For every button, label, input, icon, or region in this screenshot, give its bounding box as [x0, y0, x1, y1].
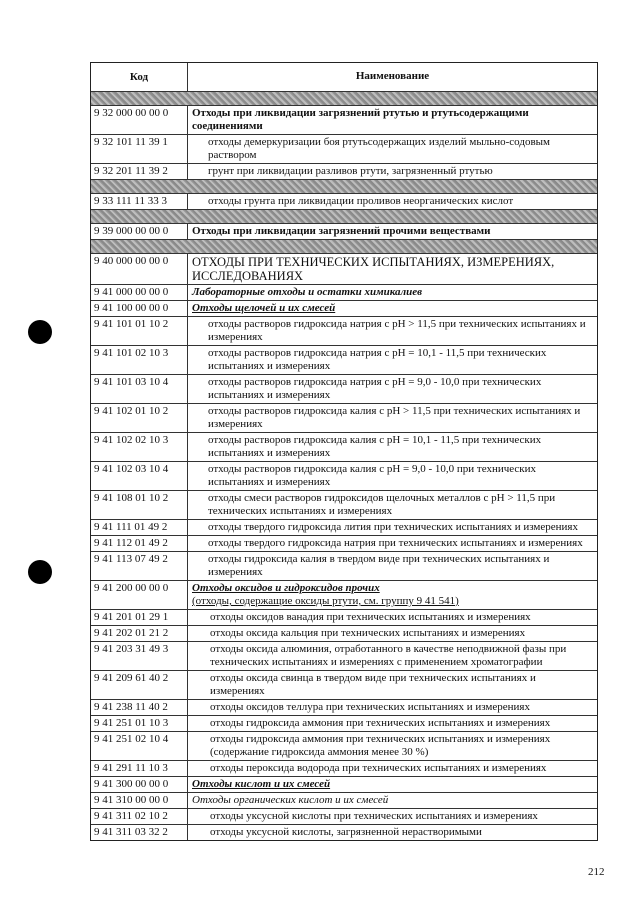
binder-hole-top [28, 320, 52, 344]
table-row [91, 404, 597, 433]
section-separator [91, 240, 597, 254]
row-code: 9 40 000 00 00 0 [91, 254, 188, 284]
page-number: 212 [588, 866, 605, 878]
header-code: Код [91, 63, 188, 91]
row-name-note: (отходы, содержащие оксиды ртути, см. группу 9 41 541) [192, 595, 459, 607]
table-row [91, 462, 597, 491]
row-name [188, 536, 597, 551]
table-row [91, 793, 597, 809]
row-name [188, 346, 597, 374]
row-name-text: отходы гидроксида калия в твердом виде при технических испытаниях и измерениях [208, 553, 550, 578]
row-name [188, 462, 597, 490]
row-name-text: отходы оксида свинца в твердом виде при технических испытаниях и измерениях [210, 672, 536, 697]
row-code: 9 41 251 02 10 4 [91, 732, 188, 760]
row-code: 9 41 101 02 10 3 [91, 346, 188, 374]
row-name [188, 301, 597, 316]
row-code: 9 41 200 00 00 0 [91, 581, 188, 609]
row-name [188, 552, 597, 580]
row-name [188, 433, 597, 461]
table-row [91, 346, 597, 375]
row-name [188, 285, 597, 300]
header-name: Наименование [355, 70, 430, 82]
table-row [91, 164, 597, 180]
row-name-text: отходы оксида алюминия, отработанного в качестве неподвижной фазы при технических испытаниях и измерениях с применением хроматографии [210, 643, 567, 668]
table-row [91, 254, 597, 285]
table-row [91, 626, 597, 642]
section-separator [91, 180, 597, 194]
row-name [188, 732, 597, 760]
row-name-text: отходы оксидов теллура при технических испытаниях и измерениях [210, 701, 530, 713]
row-name [188, 642, 597, 670]
table-row [91, 825, 597, 840]
row-name-text: отходы уксусной кислоты, загрязненной нерастворимыми [210, 826, 482, 838]
row-name [188, 700, 597, 715]
table-row [91, 700, 597, 716]
section-separator [91, 92, 597, 106]
row-code: 9 41 102 03 10 4 [91, 462, 188, 490]
row-name-text: отходы растворов гидроксида калия с pH = 9,0 - 10,0 при технических испытаниях и измерениях [208, 463, 537, 488]
row-name [188, 809, 597, 824]
row-code: 9 41 108 01 10 2 [91, 491, 188, 519]
row-name-text: отходы растворов гидроксида калия с pH > 11,5 при технических испытаниях и измерениях [208, 405, 581, 430]
table-row [91, 552, 597, 581]
row-code: 9 41 291 11 10 3 [91, 761, 188, 776]
row-name-text: отходы растворов гидроксида натрия с pH = 10,1 - 11,5 при технических испытаниях и измерениях [208, 347, 547, 372]
table-row [91, 716, 597, 732]
row-name [188, 777, 597, 792]
table-header [91, 63, 597, 92]
row-name-text: Отходы щелочей и их смесей [192, 302, 336, 314]
table-row [91, 536, 597, 552]
table-row [91, 433, 597, 462]
row-code: 9 41 202 01 21 2 [91, 626, 188, 641]
row-name-text: отходы смеси растворов гидроксидов щелочных металлов с pH > 11,5 при технических испытаниях и измерениях [208, 492, 556, 517]
row-code: 9 41 101 03 10 4 [91, 375, 188, 403]
row-name-text: отходы оксидов ванадия при технических испытаниях и измерениях [210, 611, 531, 623]
row-name [188, 581, 597, 609]
row-name [188, 106, 597, 134]
section-separator [91, 210, 597, 224]
row-name-text: отходы уксусной кислоты при технических испытаниях и измерениях [210, 810, 538, 822]
row-code: 9 41 000 00 00 0 [91, 285, 188, 300]
row-name-text: Отходы оксидов и гидроксидов прочих [192, 582, 380, 594]
row-name [188, 404, 597, 432]
row-code: 9 41 111 01 49 2 [91, 520, 188, 535]
row-name [188, 793, 597, 808]
row-name-text: Отходы органических кислот и их смесей [192, 794, 389, 806]
table-row [91, 194, 597, 210]
table-row [91, 520, 597, 536]
row-name-text: Отходы кислот и их смесей [192, 778, 331, 790]
row-name [188, 317, 597, 345]
row-name-text: отходы гидроксида аммония при технических испытаниях и измерениях (содержание гидроксида аммония менее 30 %) [210, 733, 551, 758]
table-row [91, 671, 597, 700]
row-name-text: ОТХОДЫ ПРИ ТЕХНИЧЕСКИХ ИСПЫТАНИЯХ, ИЗМЕРЕНИЯХ, ИССЛЕДОВАНИЯХ [192, 255, 555, 283]
row-code: 9 41 238 11 40 2 [91, 700, 188, 715]
table-row [91, 809, 597, 825]
table-row [91, 581, 597, 610]
row-name-text: отходы грунта при ликвидации проливов неорганических кислот [208, 195, 514, 207]
table-row [91, 285, 597, 301]
row-name-text: отходы гидроксида аммония при технических испытаниях и измерениях [210, 717, 551, 729]
table-row [91, 106, 597, 135]
row-name [188, 194, 597, 209]
row-name [188, 491, 597, 519]
row-name [188, 671, 597, 699]
table-row [91, 491, 597, 520]
row-name-text: грунт при ликвидации разливов ртути, загрязненный ртутью [208, 165, 493, 177]
row-name [188, 825, 597, 840]
row-code: 9 41 209 61 40 2 [91, 671, 188, 699]
row-name [188, 224, 597, 239]
row-name-text: Отходы при ликвидации загрязнений прочими веществами [192, 225, 491, 237]
row-name-text: отходы твердого гидроксида натрия при технических испытаниях и измерениях [208, 537, 583, 549]
table-row [91, 761, 597, 777]
row-code: 9 41 113 07 49 2 [91, 552, 188, 580]
row-code: 9 32 201 11 39 2 [91, 164, 188, 179]
table-row [91, 642, 597, 671]
row-name-text: отходы твердого гидроксида лития при технических испытаниях и измерениях [208, 521, 578, 533]
row-code: 9 41 100 00 00 0 [91, 301, 188, 316]
row-name-text: отходы демеркуризации боя ртутьсодержащих изделий мыльно-содовым раствором [208, 136, 551, 161]
row-code: 9 41 310 00 00 0 [91, 793, 188, 808]
row-name [188, 626, 597, 641]
binder-hole-bottom [28, 560, 52, 584]
table-row [91, 317, 597, 346]
row-name-text: Лабораторные отходы и остатки химикалиев [192, 286, 423, 298]
row-name-text: отходы оксида кальция при технических испытаниях и измерениях [210, 627, 526, 639]
row-code: 9 41 101 01 10 2 [91, 317, 188, 345]
table-row [91, 301, 597, 317]
row-code: 9 41 300 00 00 0 [91, 777, 188, 792]
row-name [188, 716, 597, 731]
row-name-text: отходы растворов гидроксида натрия с pH = 9,0 - 10,0 при технических испытаниях и измерениях [208, 376, 542, 401]
row-code: 9 41 203 31 49 3 [91, 642, 188, 670]
row-name [188, 520, 597, 535]
row-name [188, 375, 597, 403]
row-name [188, 610, 597, 625]
waste-classification-table [90, 62, 598, 841]
row-code: 9 39 000 00 00 0 [91, 224, 188, 239]
row-code: 9 41 102 01 10 2 [91, 404, 188, 432]
table-row [91, 224, 597, 240]
row-name-text: отходы растворов гидроксида натрия с pH > 11,5 при технических испытаниях и измерениях [208, 318, 586, 343]
row-name [188, 135, 597, 163]
row-name-text: отходы растворов гидроксида калия с pH = 10,1 - 11,5 при технических испытаниях и измерениях [208, 434, 542, 459]
row-code: 9 33 111 11 33 3 [91, 194, 188, 209]
row-name-text: отходы пероксида водорода при технических испытаниях и измерениях [210, 762, 547, 774]
table-row [91, 732, 597, 761]
row-code: 9 41 201 01 29 1 [91, 610, 188, 625]
row-code: 9 41 311 02 10 2 [91, 809, 188, 824]
row-name [188, 761, 597, 776]
row-code: 9 32 101 11 39 1 [91, 135, 188, 163]
row-code: 9 41 251 01 10 3 [91, 716, 188, 731]
table-row [91, 777, 597, 793]
table-row [91, 375, 597, 404]
row-code: 9 41 102 02 10 3 [91, 433, 188, 461]
row-name-text: Отходы при ликвидации загрязнений ртутью и ртутьсодержащими соединениями [192, 107, 529, 132]
row-name [188, 164, 597, 179]
row-code: 9 41 311 03 32 2 [91, 825, 188, 840]
table-row [91, 135, 597, 164]
row-code: 9 32 000 00 00 0 [91, 106, 188, 134]
row-code: 9 41 112 01 49 2 [91, 536, 188, 551]
row-name [188, 254, 597, 284]
table-row [91, 610, 597, 626]
